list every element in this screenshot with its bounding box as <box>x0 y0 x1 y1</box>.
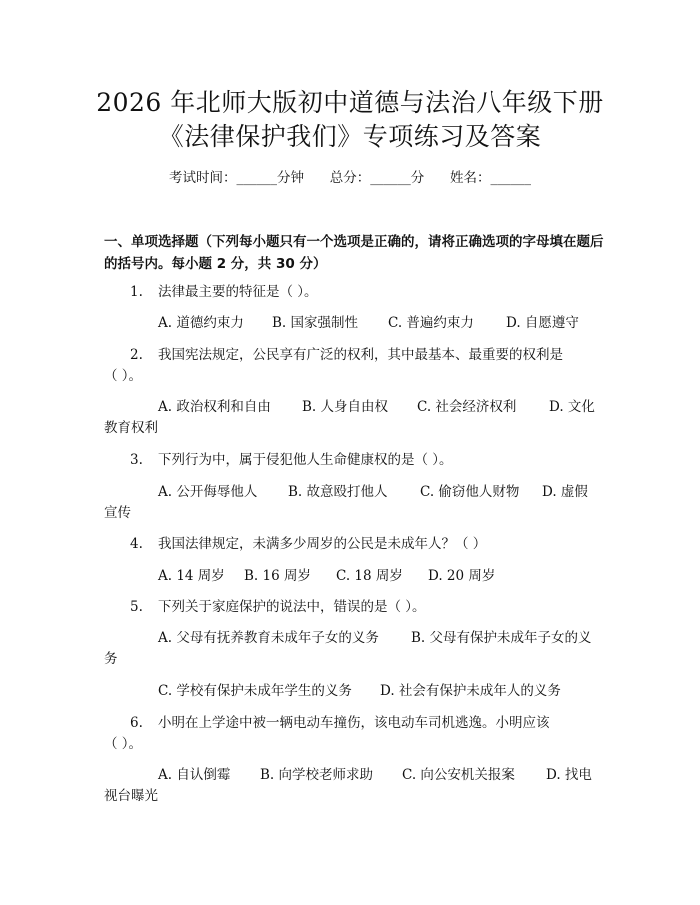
option-d: D. 社会有保护未成年人的义务 <box>380 683 561 699</box>
option-c: C. 向公安机关报案 <box>402 767 515 783</box>
option-b: B. 国家强制性 <box>272 315 359 331</box>
question-2-options <box>158 397 595 417</box>
section-heading: 一、单项选择题（下列每小题只有一个选项是正确的，请将正确选项的字母填在题后的括号内。每小题 2 分，共 30 分） <box>104 234 604 272</box>
question-2-options-continued: 教育权利 <box>104 420 158 436</box>
question-text: 法律最主要的特征是（ ）。 <box>158 284 318 300</box>
question-5-options-continued: 务 <box>104 651 118 667</box>
question-3-options <box>158 482 588 502</box>
document-title-line-2: 《法律保护我们》专项练习及答案 <box>158 122 542 151</box>
question-2-stem-continued: （ ）。 <box>104 368 143 384</box>
question-3-options-continued: 宣传 <box>104 505 131 521</box>
question-text: 下列行为中，属于侵犯他人生命健康权的是（ ）。 <box>158 452 453 468</box>
question-5-options <box>158 628 592 648</box>
question-number: 4. <box>130 536 143 552</box>
question-number: 3. <box>130 452 143 468</box>
option-a: A. 政治权利和自由 <box>158 399 271 415</box>
option-a: A. 公开侮辱他人 <box>158 484 258 500</box>
option-a: A. 14 周岁 <box>158 568 225 584</box>
option-b: B. 人身自由权 <box>302 399 389 415</box>
question-6-options-continued: 视台曝光 <box>104 788 158 804</box>
question-2-stem <box>130 345 563 365</box>
question-text: 我国法律规定，未满多少周岁的公民是未成年人？（ ） <box>158 536 487 552</box>
exam-info-line: 考试时间：______分钟 总分：______分 姓名：______ <box>169 170 531 186</box>
option-b: B. 父母有保护未成年子女的义 <box>411 630 592 646</box>
option-a: A. 父母有抚养教育未成年子女的义务 <box>158 630 379 646</box>
question-5-stem <box>130 597 426 617</box>
option-d: D. 虚假 <box>542 484 588 500</box>
option-a: A. 自认倒霉 <box>158 767 231 783</box>
question-4-stem <box>130 534 486 554</box>
question-1-stem <box>130 282 318 302</box>
option-c: C. 偷窃他人财物 <box>420 484 520 500</box>
question-6-options <box>158 765 592 785</box>
question-3-stem <box>130 450 453 470</box>
question-text: 小明在上学途中被一辆电动车撞伤，该电动车司机逃逸。小明应该 <box>158 715 550 731</box>
option-c: C. 18 周岁 <box>336 568 403 584</box>
option-d: D. 自愿遵守 <box>506 315 579 331</box>
question-5-options-row-2 <box>158 681 561 701</box>
question-6-stem <box>130 713 550 733</box>
question-number: 5. <box>130 599 143 615</box>
option-d: D. 20 周岁 <box>428 568 496 584</box>
option-a: A. 道德约束力 <box>158 315 244 331</box>
option-b: B. 向学校老师求助 <box>260 767 374 783</box>
option-b: B. 16 周岁 <box>244 568 311 584</box>
question-1-options <box>158 313 579 333</box>
option-c: C. 学校有保护未成年学生的义务 <box>158 683 352 699</box>
question-4-options <box>158 566 495 586</box>
option-b: B. 故意殴打他人 <box>288 484 388 500</box>
question-text: 下列关于家庭保护的说法中，错误的是（ ）。 <box>158 599 426 615</box>
option-c: C. 普遍约束力 <box>388 315 474 331</box>
option-d: D. 找电 <box>546 767 592 783</box>
document-title-line-1: 2026 年北师大版初中道德与法治八年级下册 <box>96 88 604 117</box>
question-number: 1. <box>130 284 143 300</box>
question-text: 我国宪法规定，公民享有广泛的权利，其中最基本、最重要的权利是 <box>158 347 563 363</box>
option-c: C. 社会经济权利 <box>417 399 517 415</box>
question-6-stem-continued: （ ）。 <box>104 736 143 752</box>
option-d: D. 文化 <box>549 399 595 415</box>
question-number: 2. <box>130 347 143 363</box>
question-number: 6. <box>130 715 143 731</box>
